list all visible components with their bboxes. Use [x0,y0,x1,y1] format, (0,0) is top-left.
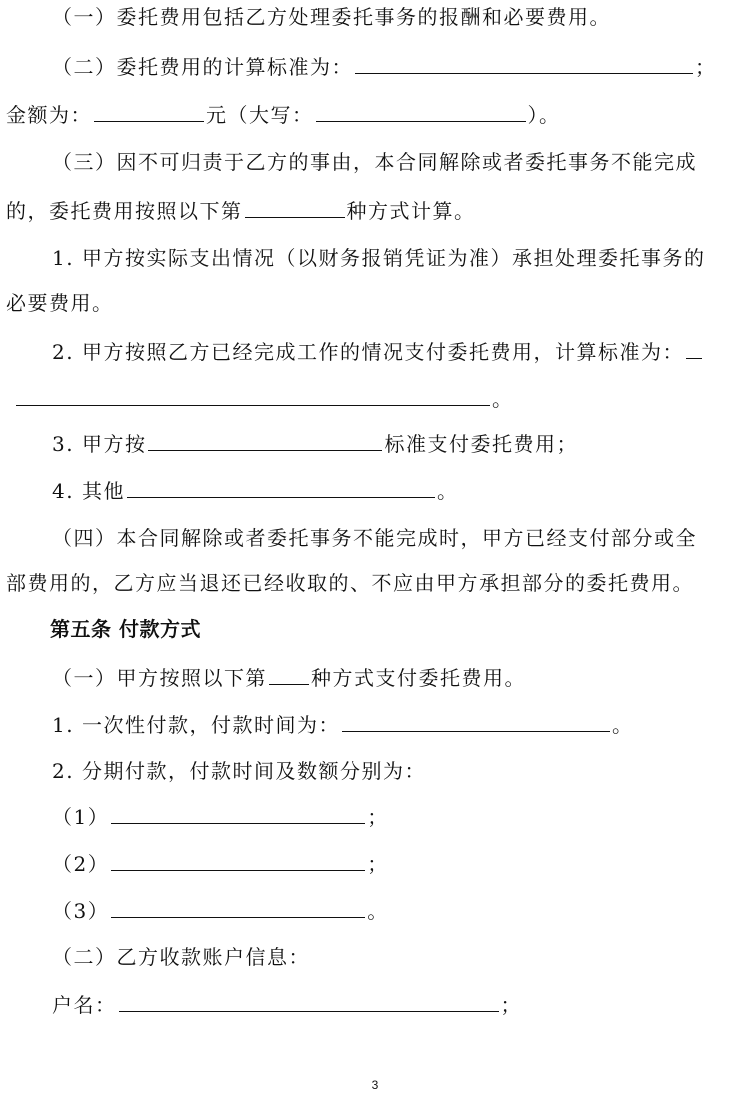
clause-text: 种方式计算。 [346,199,476,223]
clause-5-1 [52,664,526,690]
installment-1-blank[interactable] [111,803,365,824]
option-text: 3. 甲方按 [52,432,147,456]
installment-3-blank[interactable] [111,897,365,918]
other-blank[interactable] [127,477,435,498]
account-name-label: 户名： [52,993,117,1017]
installment-label: （3） [52,899,110,923]
clause-text: （二）委托费用的计算标准为： [52,55,353,79]
clause-4-1 [52,4,611,30]
account-name-blank[interactable] [119,991,499,1012]
clause-text: （三）因不可归责于乙方的事由，本合同解除或者委托事务不能完成 [52,150,697,174]
option-text: 1. 甲方按实际支出情况（以财务报销凭证为准）承担处理委托事务的 [52,246,706,270]
section-heading-article-5 [50,616,201,642]
section-heading: 第五条 付款方式 [50,617,201,641]
option-text: 1. 一次性付款，付款时间为： [52,713,340,737]
clause-text: 的，委托费用按照以下第 [6,199,243,223]
option-text: 2. 分期付款，付款时间及数额分别为： [52,759,426,783]
option-1-line1 [52,245,705,271]
installment-2 [52,850,389,876]
punctuation: ； [367,805,389,829]
option-text: 必要费用。 [6,291,114,315]
installment-2-blank[interactable] [111,850,365,871]
punctuation: ； [367,852,389,876]
installment-1 [52,803,389,829]
clause-text: （一）委托费用包括乙方处理委托事务的报酬和必要费用。 [52,5,611,29]
clause-text: 部费用的，乙方应当退还已经收取的、不应由甲方承担部分的委托费用。 [6,571,694,595]
payment-method-blank[interactable] [269,664,309,685]
standard-blank[interactable] [148,430,382,451]
clause-5-2 [52,944,310,970]
option-3 [52,430,578,456]
clause-4-3-line1 [52,149,697,175]
option-text: 4. 其他 [52,479,125,503]
punctuation: 。 [367,899,389,923]
clause-text: （一）甲方按照以下第 [52,666,267,690]
payment-option-1 [52,711,633,737]
calc-standard-blank-start[interactable] [686,338,702,359]
installment-3 [52,897,389,923]
punctuation: ； [695,55,717,79]
clause-text: 种方式支付委托费用。 [311,666,526,690]
option-4 [52,477,458,503]
clause-4-3-line2 [6,197,476,223]
punctuation: ； [500,993,522,1017]
account-name-line [52,991,522,1017]
payment-time-blank[interactable] [342,711,610,732]
punctuation: 。 [492,387,514,411]
amount-blank[interactable] [94,101,204,122]
method-number-blank[interactable] [245,197,345,218]
amount-uppercase-label: 元（大写： [206,103,314,127]
clause-4-4-line2 [6,570,694,596]
payment-option-2 [52,758,426,784]
option-text: 标准支付委托费用； [384,432,578,456]
punctuation: ）。 [527,103,561,127]
option-2-line1 [52,338,704,364]
clause-4-2 [52,53,717,79]
amount-uppercase-blank[interactable] [316,101,526,122]
calc-standard-blank[interactable] [16,385,490,406]
fee-standard-blank[interactable] [355,53,693,74]
option-text: 2. 甲方按照乙方已经完成工作的情况支付委托费用，计算标准为： [52,340,684,364]
installment-label: （2） [52,852,110,876]
option-2-line2 [14,385,514,411]
amount-line [6,101,561,127]
page-number: 3 [371,1078,379,1092]
clause-4-4-line1 [52,525,697,551]
amount-label: 金额为： [6,103,92,127]
punctuation: 。 [611,713,634,737]
clause-text: （四）本合同解除或者委托事务不能完成时，甲方已经支付部分或全 [52,526,697,550]
punctuation: 。 [436,479,459,503]
installment-label: （1） [52,805,110,829]
clause-text: （二）乙方收款账户信息： [52,945,310,969]
option-1-line2 [6,290,114,316]
